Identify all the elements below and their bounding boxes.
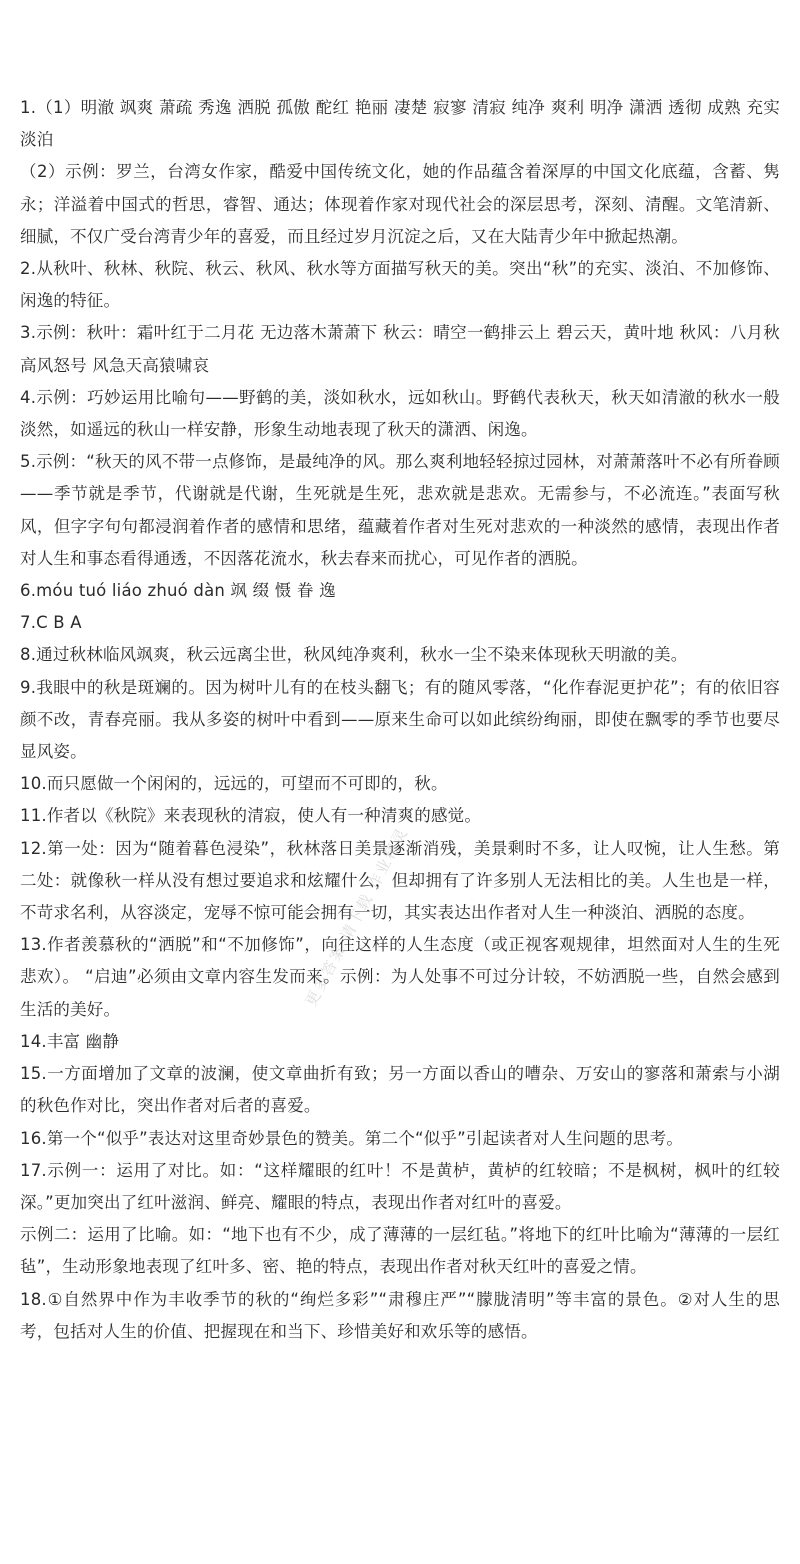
- answer-14: 14.丰富 幽静: [20, 1031, 120, 1051]
- answer-17-2: 示例二：运用了比喻。如：“地下也有不少，成了薄薄的一层红毡。”将地下的红叶比喻为“薄薄的一层红毡”，生动形象地表现了红叶多、密、艳的特点，表现出作者对秋天红叶的喜爱之情。: [20, 1225, 780, 1277]
- answer-5: 5.示例：“秋天的风不带一点修饰，是最纯净的风。那么爽利地轻轻掠过园林，对萧萧落叶不必有所眷顾——季节就是季节，代谢就是代谢，生死就是生死，悲欢就是悲欢。无需参与，不必流连。”表面写秋风，但字字句句都浸润着作者的感情和思绪，蕴藏着作者对生死对悲欢的一种淡然的感情，表现出作者对人生和事态看得通透，不因落花流水，秋去春来而扰心，可见作者的洒脱。: [20, 452, 780, 568]
- answer-17-1: 17.示例一：运用了对比。如：“这样耀眼的红叶！不是黄栌，黄栌的红较暗；不是枫树，枫叶的红较深。”更加突出了红叶滋润、鲜亮、耀眼的特点，表现出作者对红叶的喜爱。: [20, 1160, 780, 1212]
- answer-1-2: （2）示例：罗兰，台湾女作家，酷爱中国传统文化，她的作品蕴含着深厚的中国文化底蕴，含蓄、隽永；洋溢着中国式的哲思，睿智、通达；体现着作家对现代社会的深层思考，深刻、清醒。文笔清新、细腻，不仅广受台湾青少年的喜爱，而且经过岁月沉淀之后，又在大陆青少年中掀起热潮。: [20, 162, 780, 246]
- answer-2: 2.从秋叶、秋林、秋院、秋云、秋风、秋水等方面描写秋天的美。突出“秋”的充实、淡泊、不加修饰、闲逸的特征。: [20, 259, 780, 311]
- answer-6: 6.móu tuó liáo zhuó dàn 飒 缀 慑 眷 逸: [20, 581, 336, 601]
- answer-7: 7.C B A: [20, 613, 82, 633]
- answer-10: 10.而只愿做一个闲闲的，远远的，可望而不可即的，秋。: [20, 774, 448, 794]
- answer-8: 8.通过秋林临风飒爽，秋云远离尘世，秋风纯净爽利，秋水一尘不染来体现秋天明澈的美。: [20, 645, 688, 665]
- answer-12: 12.第一处：因为“随着暮色浸染”，秋林落日美景逐渐消残，美景剩时不多，让人叹惋，让人生愁。第二处：就像秋一样从没有想过要追求和炫耀什么，但却拥有了许多别人无法相比的美。人生也是一样，不苛求名利，从容淡定，宠辱不惊可能会拥有一切，其实表达出作者对人生一种淡泊、洒脱的态度。: [20, 838, 780, 923]
- answer-13: 13.作者羡慕秋的“洒脱”和“不加修饰”，向往这样的人生态度（或正视客观规律，坦然面对人生的生死悲欢）。 “启迪”必须由文章内容生发而来。示例：为人处事不可过分计较，不妨洒脱一些，自然会感到生活的美好。: [20, 935, 780, 1019]
- answer-9: 9.我眼中的秋是斑斓的。因为树叶儿有的在枝头翻飞；有的随风零落，“化作春泥更护花”；有的依旧容颜不改，青春亮丽。我从多姿的树叶中看到——原来生命可以如此缤纷绚丽，即使在飘零的季节也要尽显风姿。: [20, 677, 780, 762]
- answer-16: 16.第一个“似乎”表达对这里奇妙景色的赞美。第二个“似乎”引起读者对人生问题的思考。: [20, 1128, 684, 1148]
- answer-11: 11.作者以《秋院》来表现秋的清寂，使人有一种清爽的感觉。: [20, 806, 482, 826]
- watermark: 更多答案 请下载 作业精灵: [301, 823, 412, 1010]
- answer-4: 4.示例：巧妙运用比喻句——野鹤的美，淡如秋水，远如秋山。野鹤代表秋天，秋天如清澈的秋水一般淡然，如遥远的秋山一样安静，形象生动地表现了秋天的潇洒、闲逸。: [20, 387, 780, 440]
- answer-15: 15.一方面增加了文章的波澜，使文章曲折有致；另一方面以香山的嘈杂、万安山的寥落和萧索与小湖的秋色作对比，突出作者对后者的喜爱。: [20, 1064, 780, 1116]
- answer-list: [20, 92, 780, 1348]
- answer-3: 3.示例：秋叶：霜叶红于二月花 无边落木萧萧下 秋云：晴空一鹤排云上 碧云天，黄叶地 秋风：八月秋高风怒号 风急天高猿啸哀: [20, 323, 780, 375]
- answer-18: 18.①自然界中作为丰收季节的秋的“绚烂多彩”“肃穆庄严”“朦胧清明”等丰富的景色。②对人生的思考，包括对人生的价值、把握现在和当下、珍惜美好和欢乐等的感悟。: [20, 1289, 780, 1341]
- answer-1-1: 1.（1）明澈 飒爽 萧疏 秀逸 洒脱 孤傲 酡红 艳丽 凄楚 寂寥 清寂 纯净 爽利 明净 潇洒 透彻 成熟 充实 淡泊: [20, 98, 780, 150]
